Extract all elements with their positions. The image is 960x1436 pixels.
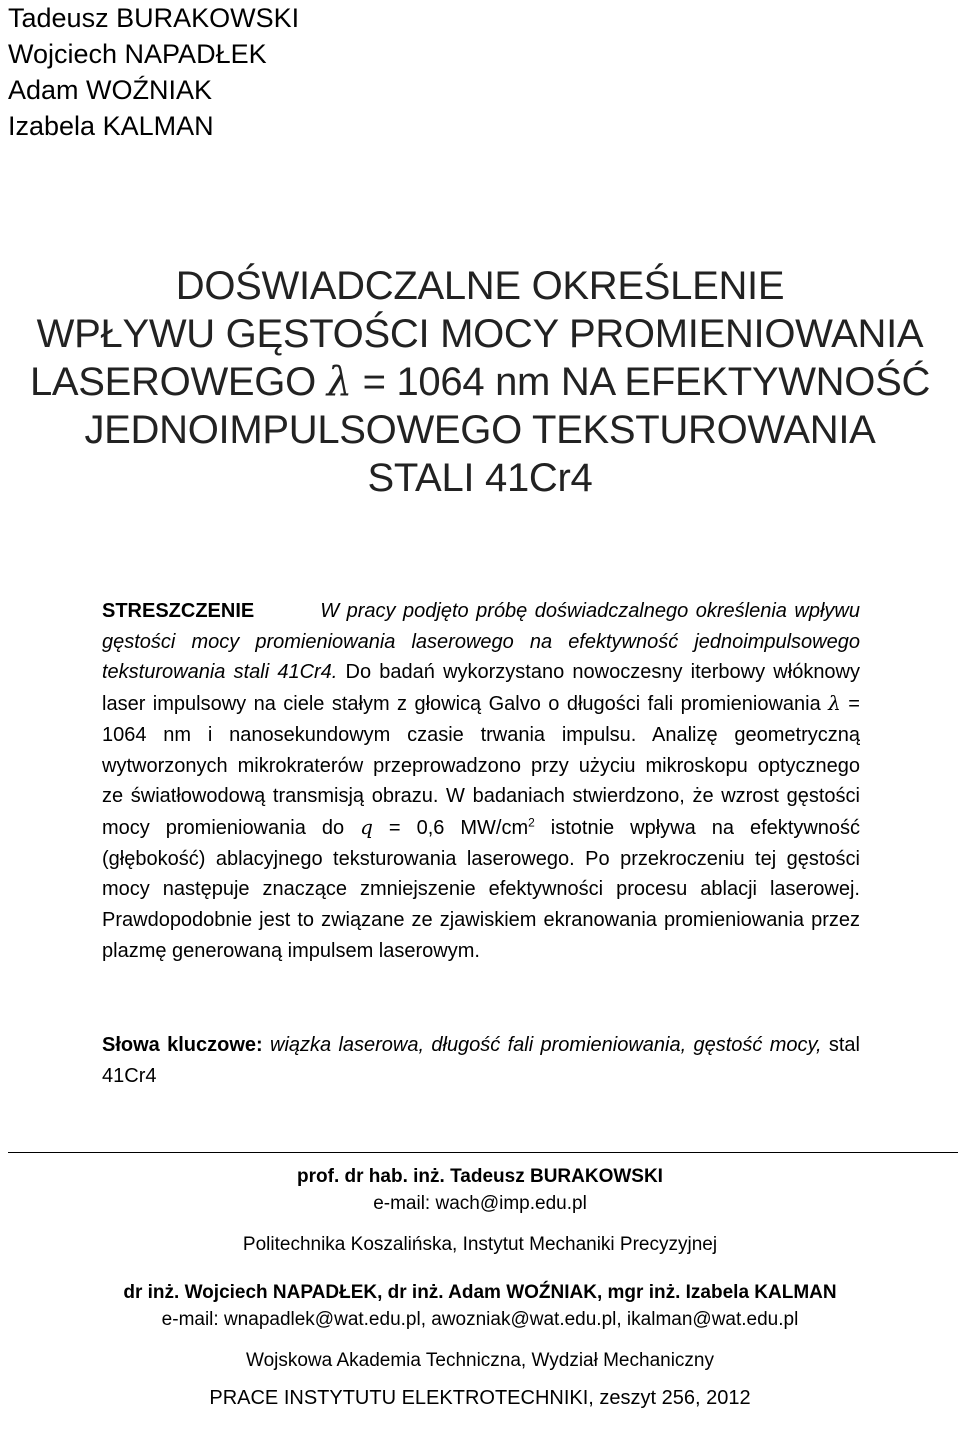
abstract-label: STRESZCZENIE bbox=[102, 600, 255, 622]
affiliation-1-name: prof. dr hab. inż. Tadeusz BURAKOWSKI bbox=[297, 1166, 663, 1187]
q-symbol: q bbox=[360, 814, 373, 839]
abstract-text-1: Do badań wykorzystano nowoczesny iterbowy włóknowy laser impulsowy na ciele stałym z głowicą Galvo o długości fali promieniowania bbox=[102, 661, 861, 716]
abstract-text-2: = 1064 nm i nanosekundowym czasie trwania impulsu. Analizę geometryczną wytworzonych mikrokraterów przeprowadzono przy użyciu mikroskopu optycznego ze światłowodową transmisją obrazu. W badaniach stwierdzono, że wzrost gęstości mocy promieniowania do bbox=[102, 693, 860, 839]
affiliation-2-name: dr inż. Wojciech NAPADŁEK, dr inż. Adam WOŹNIAK, mgr inż. Izabela KALMAN bbox=[123, 1282, 837, 1303]
affiliation-block-1 bbox=[0, 1163, 960, 1258]
author-name: Tadeusz BURAKOWSKI bbox=[8, 3, 300, 33]
affiliation-1-email: e-mail: wach@imp.edu.pl bbox=[373, 1193, 587, 1214]
keywords bbox=[102, 1030, 860, 1091]
journal-footer: PRACE INSTYTUTU ELEKTROTECHNIKI, zeszyt 256, 2012 bbox=[209, 1387, 751, 1409]
abstract-text-4: istotnie wpływa na efektywność (głębokość) ablacyjnego teksturowania laserowego. Po przekroczeniu tej gęstości mocy następuje znaczące zmniejszenie efektywności procesu ablacji laserowej. Prawdopodobnie jest to związane ze zjawiskiem ekranowania promieniowania przez plazmę generowaną impulsem laserowym. bbox=[102, 816, 861, 962]
superscript-2: 2 bbox=[528, 815, 535, 830]
abstract bbox=[102, 596, 860, 966]
keywords-text: stal 41Cr4 bbox=[102, 1034, 860, 1087]
affiliation-block-2 bbox=[0, 1279, 960, 1374]
title-line-4: JEDNOIMPULSOWEGO TEKSTUROWANIA bbox=[84, 408, 876, 452]
abstract-text-3: = 0,6 MW/cm bbox=[372, 816, 529, 839]
lambda-symbol: λ bbox=[828, 691, 841, 716]
keywords-italic: wiązka laserowa, długość fali promieniowania, gęstość mocy, bbox=[270, 1034, 822, 1056]
lambda-symbol: λ bbox=[326, 359, 352, 405]
title-line-1: DOŚWIADCZALNE OKREŚLENIE bbox=[175, 264, 785, 308]
title-line-3-start: LASEROWEGO bbox=[29, 360, 316, 404]
title-line-3 bbox=[0, 358, 960, 406]
affiliation-2-email: e-mail: wnapadlek@wat.edu.pl, awozniak@wat.edu.pl, ikalman@wat.edu.pl bbox=[161, 1309, 799, 1330]
abstract-italic-intro: W pracy podjęto próbę doświadczalnego określenia wpływu gęstości mocy promieniowania laserowego na efektywność jednoimpulsowego teksturowania stali 41Cr4. bbox=[102, 600, 860, 684]
separator-rule bbox=[8, 1152, 958, 1153]
affiliation-1-institution: Politechnika Koszalińska, Instytut Mechaniki Precyzyjnej bbox=[242, 1234, 718, 1255]
paper-title bbox=[0, 262, 960, 502]
title-line-5: STALI 41Cr4 bbox=[367, 456, 593, 500]
author-name: Adam WOŹNIAK bbox=[8, 75, 213, 105]
title-line-3-end: = 1064 nm NA EFEKTYWNOŚĆ bbox=[351, 360, 931, 404]
keywords-label: Słowa kluczowe: bbox=[102, 1034, 263, 1056]
author-list bbox=[8, 0, 299, 144]
title-line-2: WPŁYWU GĘSTOŚCI MOCY PROMIENIOWANIA bbox=[36, 312, 924, 356]
author-name: Izabela KALMAN bbox=[8, 111, 214, 141]
affiliation-2-institution: Wojskowa Akademia Techniczna, Wydział Mechaniczny bbox=[245, 1350, 714, 1371]
author-name: Wojciech NAPADŁEK bbox=[8, 39, 267, 69]
